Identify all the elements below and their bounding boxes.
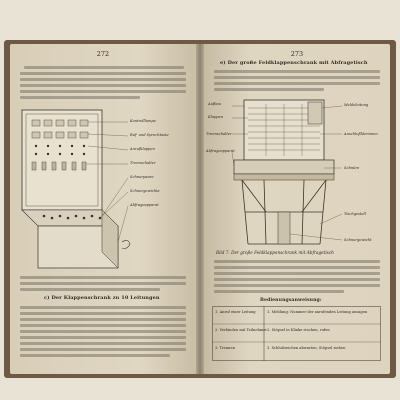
- figure-label: Kontrolllampe: [130, 119, 156, 123]
- text-line: [214, 266, 380, 269]
- figure-label: Abfrageapparat: [130, 203, 159, 207]
- text-line: [214, 82, 380, 85]
- text-line: [20, 282, 186, 285]
- right-page: [204, 44, 390, 374]
- figure-label: Schnurgewicht: [344, 238, 372, 242]
- text-line: [20, 96, 140, 99]
- figure-label: Anrufklappen: [130, 147, 155, 151]
- text-line: [214, 88, 324, 91]
- text-line: [20, 342, 186, 345]
- text-line: [20, 324, 186, 327]
- table-cell: 2. Verbinden mit Teilnehmer: [215, 328, 268, 332]
- figure-label: Meldeleitung: [344, 103, 369, 107]
- book-gutter: [196, 44, 204, 374]
- table-cell: 3. Trennen: [215, 346, 235, 350]
- text-line: [20, 312, 186, 315]
- figure-label: Trennschalter: [206, 132, 232, 136]
- figure-label: Tischgestell: [344, 212, 366, 216]
- figure-label: Abfrageapparat: [206, 149, 235, 153]
- figure-label: Anschlußklemmen: [344, 132, 378, 136]
- figure-label: Klappen: [208, 115, 224, 119]
- text-line: [214, 278, 380, 281]
- figure-label: Schnüre: [344, 166, 360, 170]
- figure-caption: Bild 7. Der große Feldklappenschrank mit Abfragetisch: [216, 250, 334, 255]
- text-line: [214, 284, 380, 287]
- text-line: [20, 348, 186, 351]
- table-cell: 1. Meldung: Nummer der anrufenden Leitung ansagen: [267, 310, 368, 314]
- text-line: [20, 78, 186, 81]
- text-line: [214, 272, 380, 275]
- figure-label: Schnurgewichte: [130, 189, 160, 193]
- switchboard-figure: [10, 102, 196, 272]
- text-line: [20, 84, 186, 87]
- section-heading: e) Der große Feldklappenschrank mit Abfragetisch: [220, 60, 368, 66]
- text-line: [20, 354, 170, 357]
- text-line: [20, 90, 186, 93]
- figure-label: Aufbau: [208, 102, 221, 106]
- text-line: [24, 66, 184, 69]
- table-title: Bedienungsanweisung:: [260, 298, 322, 303]
- left-page-number: 272: [96, 50, 110, 58]
- figure-label: Schnurpaare: [130, 175, 154, 179]
- instruction-table-grid: [212, 306, 382, 362]
- text-line: [214, 290, 344, 293]
- large-switchboard-figure: [204, 94, 390, 274]
- table-cell: 1. Anruf einer Leitung: [215, 310, 256, 314]
- figure-label: Ruf- und Sprechtaste: [130, 133, 169, 137]
- text-line: [20, 72, 186, 75]
- text-line: [20, 276, 186, 279]
- right-page-number: 273: [290, 50, 304, 58]
- text-line: [214, 260, 380, 263]
- text-line: [20, 288, 160, 291]
- text-line: [20, 336, 186, 339]
- text-line: [214, 76, 380, 79]
- left-page: [10, 44, 196, 374]
- table-cell: 2. Stöpsel in Klinke stecken, rufen: [267, 328, 330, 332]
- text-line: [20, 330, 186, 333]
- text-line: [20, 306, 186, 309]
- figure-label: Trennschalter: [130, 161, 156, 165]
- text-line: [214, 70, 380, 73]
- table-cell: 3. Schlußzeichen abwarten, Stöpsel ziehen: [267, 346, 346, 350]
- text-line: [20, 318, 186, 321]
- section-heading: c) Der Klappenschrank zu 10 Leitungen: [44, 295, 160, 301]
